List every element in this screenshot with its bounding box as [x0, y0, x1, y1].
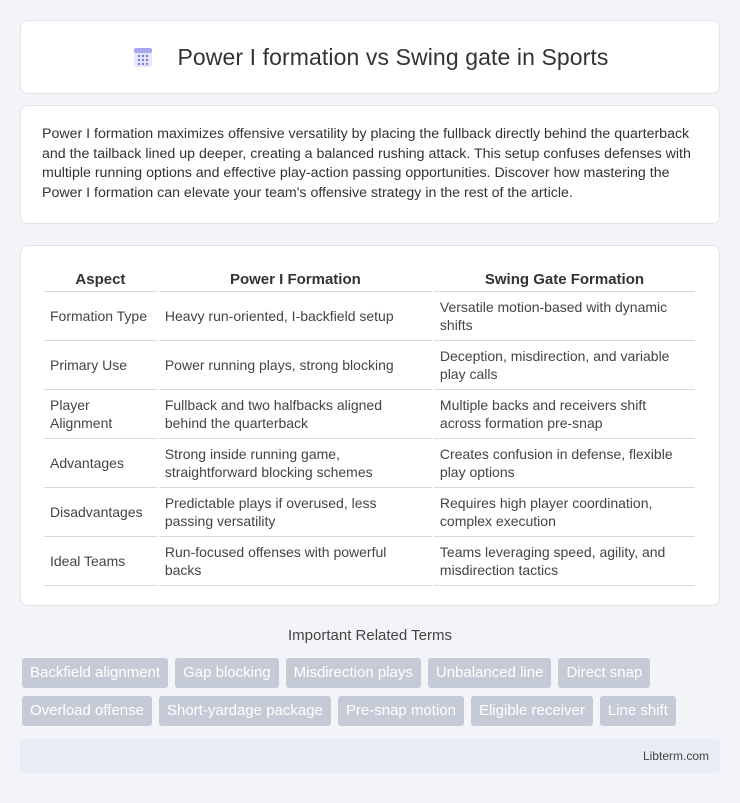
intro-card [20, 105, 720, 224]
table-cell: Power running plays, strong blocking [159, 341, 432, 390]
title-card [20, 20, 720, 94]
comparison-card [20, 245, 720, 606]
related-terms-row [22, 696, 722, 726]
related-term-tag[interactable]: Unbalanced line [428, 658, 552, 688]
table-row [44, 537, 695, 586]
table-cell: Versatile motion-based with dynamic shifts [434, 292, 695, 341]
table-cell: Advantages [44, 439, 157, 488]
header-swing-gate: Swing Gate Formation [434, 265, 695, 292]
header-power-i: Power I Formation [159, 265, 432, 292]
related-term-tag[interactable]: Misdirection plays [286, 658, 421, 688]
page-title: Power I formation vs Swing gate in Sports [177, 43, 609, 70]
table-row [44, 439, 695, 488]
related-term-tag[interactable]: Direct snap [558, 658, 650, 688]
header-aspect: Aspect [44, 265, 157, 292]
table-cell: Requires high player coordination, complex execution [434, 488, 695, 537]
table-cell: Deception, misdirection, and variable play calls [434, 341, 695, 390]
related-term-tag[interactable]: Short-yardage package [159, 696, 331, 726]
related-term-tag[interactable]: Pre-snap motion [338, 696, 464, 726]
related-term-tag[interactable]: Overload offense [22, 696, 152, 726]
table-cell: Run-focused offenses with powerful backs [159, 537, 432, 586]
footer-site-link[interactable]: Libterm.com [642, 749, 709, 763]
table-cell: Creates confusion in defense, flexible play options [434, 439, 695, 488]
table-cell: Formation Type [44, 292, 157, 341]
table-row [44, 488, 695, 537]
comparison-table [42, 265, 697, 586]
table-row [44, 341, 695, 390]
related-terms [22, 658, 722, 734]
table-cell: Multiple backs and receivers shift across formation pre-snap [434, 390, 695, 439]
table-cell: Ideal Teams [44, 537, 157, 586]
related-term-tag[interactable]: Eligible receiver [471, 696, 593, 726]
table-cell: Teams leveraging speed, agility, and misdirection tactics [434, 537, 695, 586]
related-terms-row [22, 658, 722, 688]
intro-text: Power I formation maximizes offensive versatility by placing the fullback directly behind the quarterback and the tailback lined up deeper, creating a balanced rushing attack. This setup confuses defenses with multiple running options and effective play-action passing opportunities. Discover how mastering the Power I formation can elevate your team's offensive strategy in the rest of the article. [42, 126, 691, 201]
table-row [44, 292, 695, 341]
document-icon [131, 45, 155, 69]
table-row [44, 390, 695, 439]
related-terms-title: Important Related Terms [288, 627, 452, 644]
table-header-row [44, 265, 695, 292]
table-cell: Predictable plays if overused, less passing versatility [159, 488, 432, 537]
table-cell: Strong inside running game, straightforward blocking schemes [159, 439, 432, 488]
footer [20, 739, 720, 773]
table-cell: Disadvantages [44, 488, 157, 537]
table-cell: Primary Use [44, 341, 157, 390]
table-cell: Player Alignment [44, 390, 157, 439]
related-term-tag[interactable]: Backfield alignment [22, 658, 168, 688]
table-cell: Heavy run-oriented, I-backfield setup [159, 292, 432, 341]
related-term-tag[interactable]: Line shift [600, 696, 676, 726]
table-cell: Fullback and two halfbacks aligned behind the quarterback [159, 390, 432, 439]
related-term-tag[interactable]: Gap blocking [175, 658, 279, 688]
